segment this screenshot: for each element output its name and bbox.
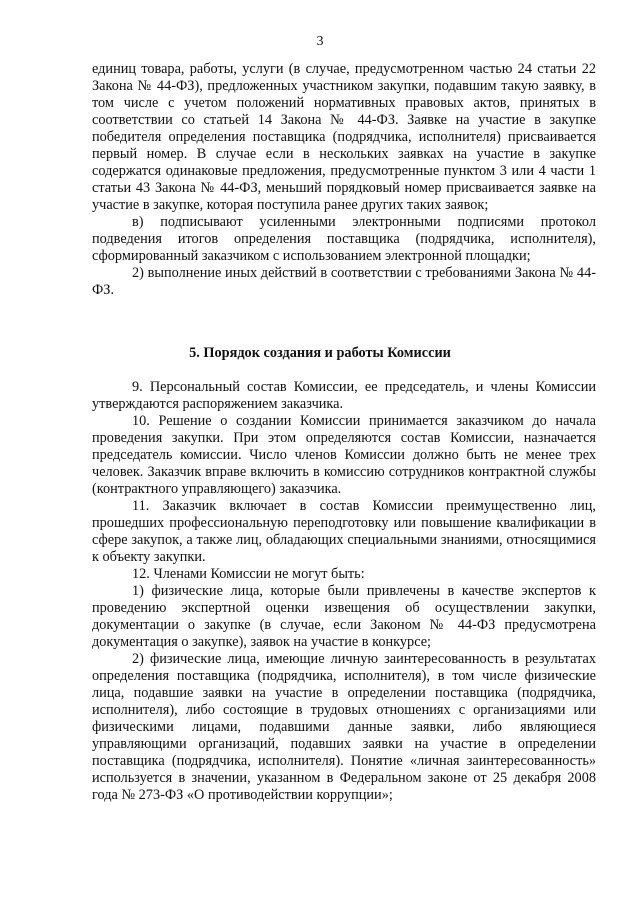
section-body [92,379,596,804]
page-number: 3 [316,34,324,49]
paragraph-item-2: 2) выполнение иных действий в соответствии с требованиями Закона № 44-ФЗ. [92,265,596,298]
paragraph-11: 11. Заказчик включает в состав Комиссии преимущественно лиц, прошедших профессиональную переподготовку или повышение квалификации в сфере закупок, а также лиц, обладающих специальными знаниями, относящимися к объекту закупки. [92,498,596,565]
paragraph-12: 12. Членами Комиссии не могут быть: [132,566,365,582]
paragraph-12-item-1: 1) физические лица, которые были привлечены в качестве экспертов к проведению экспертной оценки извещения об осуществлении закупки, документации о закупке (в случае, если Законом № 44-ФЗ предусмотрена документация о закупке), заявок на участие в конкурсе; [92,583,596,650]
continuation-text [92,61,596,299]
paragraph-10: 10. Решение о создании Комиссии принимается заказчиком до начала проведения закупки. При этом определяются состав Комиссии, назначается председатель комиссии. Число членов Комиссии должно быть не менее трех человек. Заказчик вправе включить в комиссию сотрудников контрактной службы (контрактного управляющего) заказчика. [92,413,596,497]
paragraph-continuation: единиц товара, работы, услуги (в случае, предусмотренном частью 24 статьи 22 Закона № 44-ФЗ), предложенных участником закупки, подавшим такую заявку, в том числе с учетом положений нормативных правовых актов, принятых в соответствии со статьей 14 Закона № 44-ФЗ. Заявке на участие в закупке победителя определения поставщика (подрядчика, исполнителя) присваивается первый номер. В случае если в нескольких заявках на участие в закупке содержатся одинаковые предложения, предусмотренные пунктом 3 или 4 части 1 статьи 43 Закона № 44-ФЗ, меньший порядковый номер присваивается заявке на участие в закупке, которая поступила ранее других таких заявок; [92,61,596,213]
paragraph-9: 9. Персональный состав Комиссии, ее председатель, и члены Комиссии утверждаются распоряжением заказчика. [92,379,596,412]
section-heading: 5. Порядок создания и работы Комиссии [189,345,451,361]
paragraph-12-item-2: 2) физические лица, имеющие личную заинтересованность в результатах определения поставщика (подрядчика, исполнителя), в том числе физические лица, подавшие заявки на участие в определении поставщика (подрядчика, исполнителя), либо состоящие в трудовых отношениях с организациями или физическими лицами, подавшими данные заявки, либо являющиеся управляющими организаций, подавших заявки на участие в определении поставщика (подрядчика, исполнителя). Понятие «личная заинтересованность» используется в значении, указанном в Федеральном законе от 25 декабря 2008 года № 273-ФЗ «О противодействии коррупции»; [92,651,596,803]
paragraph-item-v: в) подписывают усиленными электронными подписями протокол подведения итогов определения поставщика (подрядчика, исполнителя), сформированный заказчиком с использованием электронной площадки; [92,214,596,264]
